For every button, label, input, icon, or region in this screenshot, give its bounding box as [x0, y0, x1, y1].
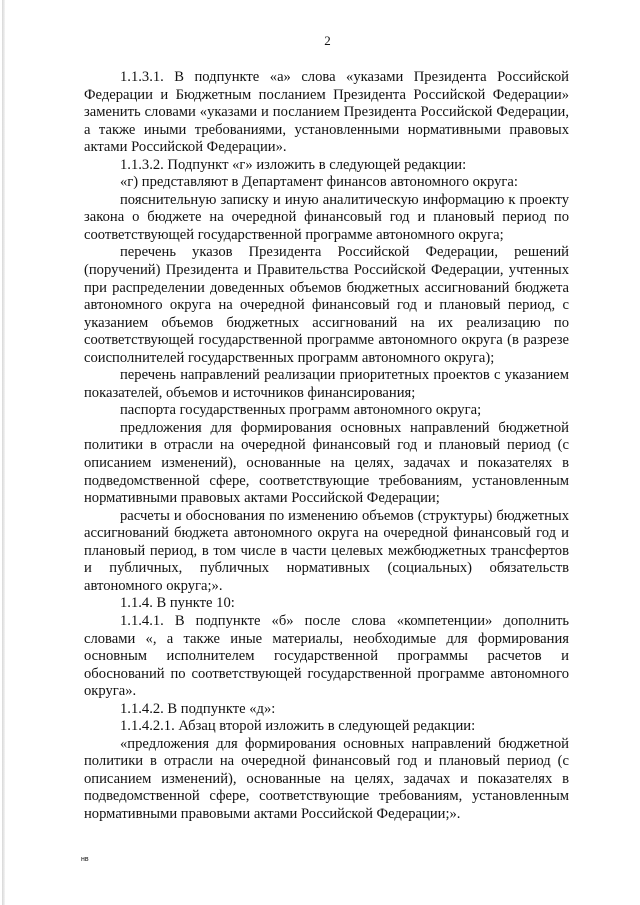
paragraph-subpoint-g: «г) представляют в Департамент финансов автономного округа: — [120, 174, 518, 191]
paragraph-1-1-4: 1.1.4. В пункте 10: — [120, 595, 235, 612]
paragraph-1-1-3-2: 1.1.3.2. Подпункт «г» изложить в следующей редакции: — [120, 156, 467, 173]
paragraph-1-1-4-2: 1.1.4.2. В подпункте «д»: — [120, 700, 276, 717]
paragraph-1-1-4-1: 1.1.4.1. В подпункте «б» после слова «компетенции» дополнить словами «, а также иные материалы, необходимые для формирования основным исполнителем государственной программы расчетов и обоснований по соответствующей государственной программе автономного округа». — [84, 612, 569, 700]
paragraph-budget-policy-proposals: предложения для формирования основных направлений бюджетной политики в отрасли на очередной финансовый год и плановый период (с описанием изменений), основанные на целях, задачах и показателях в подведомственной сфере, соответствующие требованиям, установленным нормативными правовых актами Российской Федерации; — [84, 419, 569, 507]
footer-initials: нв — [81, 856, 89, 863]
paragraph-decrees-list: перечень указов Президента Российской Федерации, решений (поручений) Президента и Правительства Российской Федерации, учтенных при распределении доведенных объемов бюджетных ассигнований бюджета автономного округа на очередной финансовый год и плановый период, с указанием объемов бюджетных ассигнований на их реализацию по соответствующей государственной программе автономного округа (в разрезе соисполнителей государственных программ автономного округа); — [84, 244, 569, 366]
paragraph-explanatory-note: пояснительную записку и иную аналитическую информацию к проекту закона о бюджете на очередной финансовый год и плановый период по соответствующей государственной программе автономного округа; — [84, 191, 569, 243]
paragraph-program-passports: паспорта государственных программ автономного округа; — [120, 402, 482, 419]
document-body — [84, 69, 569, 824]
paragraph-calculations: расчеты и обоснования по изменению объемов (структуры) бюджетных ассигнований бюджета автономного округа на очередной финансовый год и плановый период, в том числе в части целевых межбюджетных трансфертов и публичных, публичных нормативных (социальных) обязательств автономного округа;». — [84, 507, 569, 594]
paragraph-1-1-4-2-1: 1.1.4.2.1. Абзац второй изложить в следующей редакции: — [120, 718, 476, 735]
scan-edge — [2, 0, 5, 905]
paragraph-1-1-3-1: 1.1.3.1. В подпункте «а» слова «указами Президента Российской Федерации и Бюджетным посланием Президента Российской Федерации» заменить словами «указами и посланием Президента Российской Федерации, а также иными требованиями, установленными нормативными правовых актами Российской Федерации». — [84, 69, 569, 156]
paragraph-priority-projects: перечень направлений реализации приоритетных проектов с указанием показателей, объемов и источников финансирования; — [84, 367, 569, 401]
paragraph-quoted-proposals: «предложения для формирования основных направлений бюджетной политики в отрасли на очередной финансовый год и плановый период (с описанием изменений), основанные на целях, задачах и показателях в подведомственной сфере, соответствующие требованиям, установленным нормативными правовыми актами Российской Федерации;». — [84, 735, 569, 822]
page-number: 2 — [324, 33, 331, 48]
